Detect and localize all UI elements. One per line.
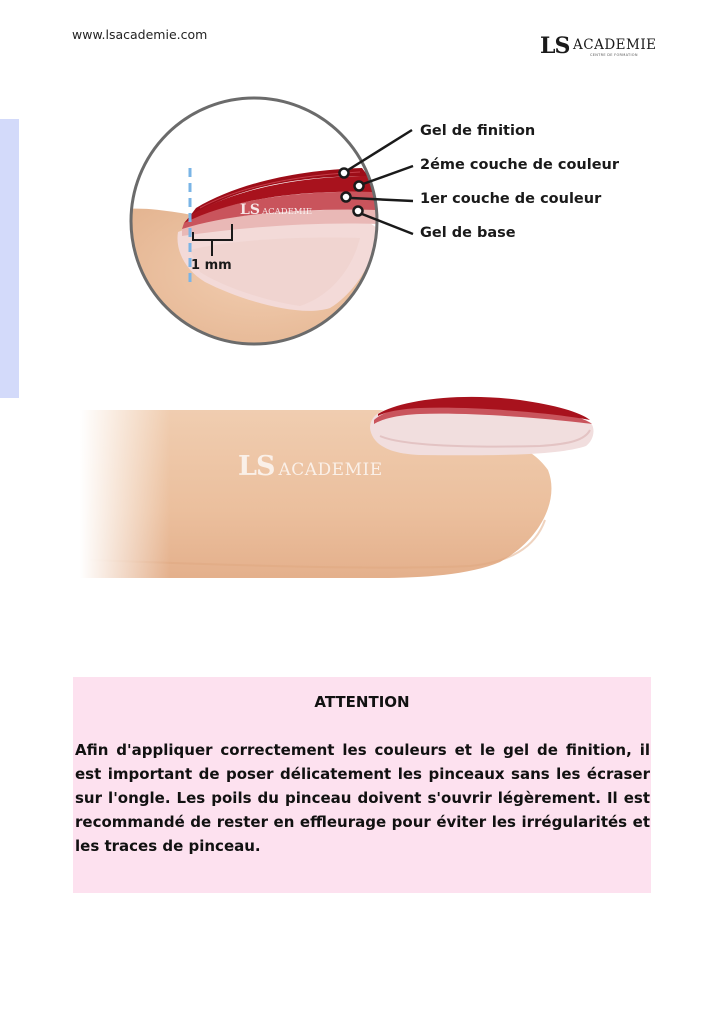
finger-illustration <box>80 397 593 590</box>
attention-title: ATTENTION <box>314 693 410 711</box>
logo-word: ACADEMIE <box>573 37 657 53</box>
watermark-word: ACADEMIE <box>261 207 313 217</box>
watermark-initials: LS <box>240 202 260 218</box>
attention-box <box>73 677 651 893</box>
measure-label: 1 mm <box>191 258 232 273</box>
label-2eme-couche: 2éme couche de couleur <box>420 157 620 173</box>
label-gel-de-base: Gel de base <box>420 225 516 241</box>
label-1er-couche: 1er couche de couleur <box>420 191 602 207</box>
zoom-circle <box>118 90 390 360</box>
watermark-small <box>240 199 312 218</box>
logo-subtitle: CENTRE DE FORMATION <box>590 53 638 57</box>
watermark-word: ACADEMIE <box>278 460 383 480</box>
website-url: www.lsacademie.com <box>72 27 208 42</box>
watermark-large <box>238 451 383 482</box>
watermark-initials: LS <box>238 451 275 482</box>
attention-text: Afin d'appliquer correctement les couleurs et le gel de finition, il est important de poser délicatement les pinceaux sans les écraser sur l'ongle. Les poils du pinceau doivent s'ouvrir légèrement. Il est recommandé de rester en effleurage pour éviter les irrégularités et les traces de pinceau. <box>75 741 650 855</box>
label-gel-de-finition: Gel de finition <box>420 123 536 139</box>
logo-initials: LS <box>540 33 570 59</box>
